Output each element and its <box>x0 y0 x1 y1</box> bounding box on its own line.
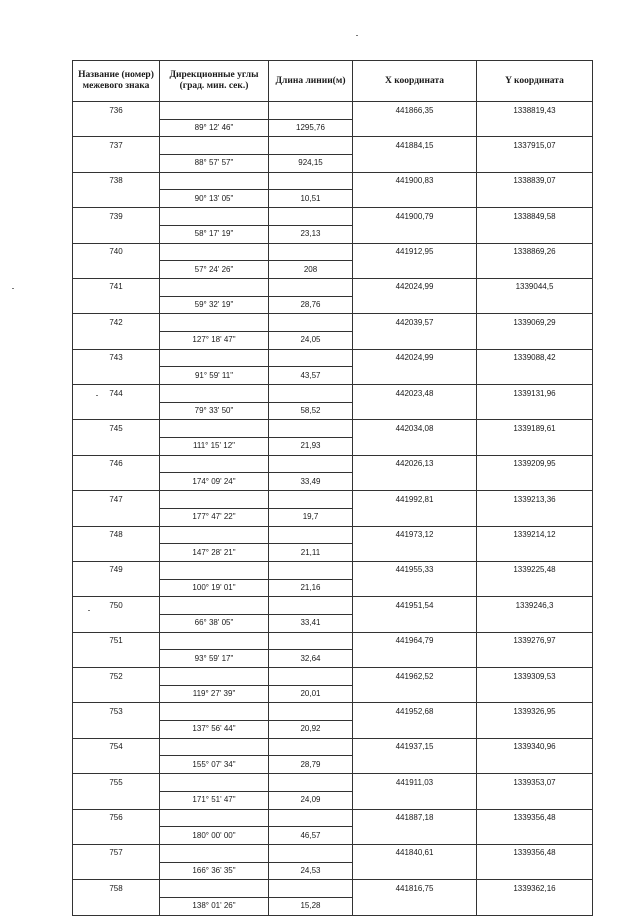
cell-angle <box>160 703 269 721</box>
boundary-point-row <box>73 102 593 120</box>
cell-angle <box>160 172 269 190</box>
cell-length <box>269 420 353 438</box>
cell-length: 43,57 <box>269 367 353 385</box>
cell-point-name <box>73 721 160 739</box>
cell-length <box>269 349 353 367</box>
cell-x: 441992,81 <box>353 491 477 509</box>
scan-speck <box>96 395 98 396</box>
segment-row <box>73 155 593 173</box>
cell-length: 21,93 <box>269 438 353 456</box>
cell-length: 19,7 <box>269 508 353 526</box>
cell-length <box>269 597 353 615</box>
cell-x <box>353 261 477 279</box>
cell-point-name <box>73 119 160 137</box>
segment-row <box>73 614 593 632</box>
cell-x <box>353 791 477 809</box>
cell-angle <box>160 278 269 296</box>
segment-row <box>73 473 593 491</box>
cell-point-name: 753 <box>73 703 160 721</box>
cell-angle: 79° 33' 50" <box>160 402 269 420</box>
cell-length <box>269 243 353 261</box>
cell-y <box>477 827 593 845</box>
cell-x: 442026,13 <box>353 455 477 473</box>
cell-point-name: 745 <box>73 420 160 438</box>
cell-y <box>477 473 593 491</box>
cell-y: 1338839,07 <box>477 172 593 190</box>
cell-x <box>353 650 477 668</box>
cell-x <box>353 756 477 774</box>
cell-angle <box>160 314 269 332</box>
cell-length: 28,76 <box>269 296 353 314</box>
cell-y <box>477 438 593 456</box>
cell-point-name <box>73 155 160 173</box>
cell-y: 1339309,53 <box>477 668 593 686</box>
boundary-point-row <box>73 844 593 862</box>
scan-speck <box>12 288 14 289</box>
cell-y <box>477 402 593 420</box>
table-body <box>73 102 593 916</box>
cell-angle <box>160 349 269 367</box>
cell-y: 1339340,96 <box>477 738 593 756</box>
header-length: Длина линии(м) <box>269 61 353 102</box>
cell-x <box>353 614 477 632</box>
cell-angle: 119° 27' 39" <box>160 685 269 703</box>
cell-y: 1338819,43 <box>477 102 593 120</box>
cell-angle <box>160 137 269 155</box>
cell-y <box>477 862 593 880</box>
cell-length <box>269 738 353 756</box>
cell-point-name <box>73 508 160 526</box>
cell-y <box>477 544 593 562</box>
cell-y <box>477 579 593 597</box>
boundary-point-row <box>73 632 593 650</box>
cell-angle <box>160 880 269 898</box>
cell-point-name <box>73 367 160 385</box>
cell-y: 1339214,12 <box>477 526 593 544</box>
segment-row <box>73 721 593 739</box>
cell-point-name <box>73 402 160 420</box>
cell-point-name: 742 <box>73 314 160 332</box>
segment-row <box>73 579 593 597</box>
cell-length: 1295,76 <box>269 119 353 137</box>
cell-length <box>269 385 353 403</box>
cell-point-name <box>73 296 160 314</box>
cell-y <box>477 791 593 809</box>
boundary-point-row <box>73 314 593 332</box>
segment-row <box>73 508 593 526</box>
cell-x: 441884,15 <box>353 137 477 155</box>
cell-point-name <box>73 650 160 668</box>
cell-length <box>269 526 353 544</box>
cell-x: 442039,57 <box>353 314 477 332</box>
boundary-point-row <box>73 809 593 827</box>
cell-point-name: 741 <box>73 278 160 296</box>
cell-point-name <box>73 261 160 279</box>
cell-x: 442024,99 <box>353 278 477 296</box>
cell-point-name: 736 <box>73 102 160 120</box>
cell-length: 10,51 <box>269 190 353 208</box>
boundary-point-row <box>73 597 593 615</box>
cell-angle: 177° 47' 22" <box>160 508 269 526</box>
cell-x: 441937,15 <box>353 738 477 756</box>
cell-angle <box>160 102 269 120</box>
cell-length: 21,11 <box>269 544 353 562</box>
cell-length: 28,79 <box>269 756 353 774</box>
cell-angle <box>160 774 269 792</box>
cell-length <box>269 314 353 332</box>
cell-x <box>353 473 477 491</box>
cell-point-name <box>73 225 160 243</box>
cell-y <box>477 190 593 208</box>
cell-length: 20,92 <box>269 721 353 739</box>
cell-y <box>477 685 593 703</box>
cell-angle <box>160 455 269 473</box>
cell-x: 441962,52 <box>353 668 477 686</box>
cell-y: 1339209,95 <box>477 455 593 473</box>
cell-point-name: 748 <box>73 526 160 544</box>
cell-point-name <box>73 438 160 456</box>
cell-angle: 90° 13' 05" <box>160 190 269 208</box>
cell-y <box>477 261 593 279</box>
cell-x <box>353 155 477 173</box>
cell-y <box>477 155 593 173</box>
cell-y <box>477 721 593 739</box>
cell-point-name: 757 <box>73 844 160 862</box>
cell-point-name: 738 <box>73 172 160 190</box>
segment-row <box>73 261 593 279</box>
segment-row <box>73 756 593 774</box>
header-angles: Дирекционные углы (град. мин. сек.) <box>160 61 269 102</box>
cell-length <box>269 172 353 190</box>
cell-length: 24,05 <box>269 331 353 349</box>
cell-angle: 137° 56' 44" <box>160 721 269 739</box>
boundary-point-row <box>73 278 593 296</box>
cell-x <box>353 827 477 845</box>
cell-length: 23,13 <box>269 225 353 243</box>
cell-x: 442034,08 <box>353 420 477 438</box>
segment-row <box>73 897 593 915</box>
cell-length: 21,16 <box>269 579 353 597</box>
cell-x <box>353 402 477 420</box>
boundary-point-row <box>73 774 593 792</box>
cell-point-name <box>73 579 160 597</box>
cell-point-name <box>73 897 160 915</box>
segment-row <box>73 225 593 243</box>
cell-y: 1339189,61 <box>477 420 593 438</box>
cell-angle <box>160 208 269 226</box>
boundary-point-row <box>73 738 593 756</box>
cell-angle: 89° 12' 46" <box>160 119 269 137</box>
cell-length <box>269 208 353 226</box>
cell-angle <box>160 844 269 862</box>
segment-row <box>73 119 593 137</box>
cell-point-name: 747 <box>73 491 160 509</box>
cell-angle: 91° 59' 11" <box>160 367 269 385</box>
cell-point-name: 740 <box>73 243 160 261</box>
cell-length: 46,57 <box>269 827 353 845</box>
cell-point-name <box>73 791 160 809</box>
cell-angle: 66° 38' 05" <box>160 614 269 632</box>
cell-point-name <box>73 331 160 349</box>
cell-y: 1339246,3 <box>477 597 593 615</box>
cell-angle: 174° 09' 24" <box>160 473 269 491</box>
cell-length: 24,09 <box>269 791 353 809</box>
cell-point-name: 755 <box>73 774 160 792</box>
cell-y: 1339276,97 <box>477 632 593 650</box>
cell-length <box>269 491 353 509</box>
cell-point-name <box>73 614 160 632</box>
cell-point-name: 756 <box>73 809 160 827</box>
cell-x: 441900,79 <box>353 208 477 226</box>
cell-x: 441866,35 <box>353 102 477 120</box>
cell-point-name <box>73 756 160 774</box>
cell-x <box>353 190 477 208</box>
header-y: Y координата <box>477 61 593 102</box>
segment-row <box>73 190 593 208</box>
cell-angle: 180° 00' 00" <box>160 827 269 845</box>
cell-length: 24,53 <box>269 862 353 880</box>
cell-angle <box>160 561 269 579</box>
cell-angle: 100° 19' 01" <box>160 579 269 597</box>
cell-y: 1339213,36 <box>477 491 593 509</box>
cell-y <box>477 119 593 137</box>
cell-point-name: 749 <box>73 561 160 579</box>
boundary-point-row <box>73 349 593 367</box>
cell-point-name: 737 <box>73 137 160 155</box>
cell-angle <box>160 491 269 509</box>
cell-point-name: 754 <box>73 738 160 756</box>
cell-angle: 155° 07' 34" <box>160 756 269 774</box>
scan-speck <box>356 35 358 36</box>
cell-x: 442024,99 <box>353 349 477 367</box>
boundary-point-row <box>73 526 593 544</box>
cell-x <box>353 367 477 385</box>
cell-point-name <box>73 473 160 491</box>
cell-y <box>477 508 593 526</box>
cell-point-name <box>73 685 160 703</box>
cell-x <box>353 438 477 456</box>
cell-angle: 88° 57' 57" <box>160 155 269 173</box>
scan-speck <box>88 610 90 611</box>
boundary-point-row <box>73 385 593 403</box>
cell-x: 441887,18 <box>353 809 477 827</box>
cell-y <box>477 897 593 915</box>
cell-angle: 59° 32' 19" <box>160 296 269 314</box>
cell-y: 1339353,07 <box>477 774 593 792</box>
cell-length: 15,28 <box>269 897 353 915</box>
cell-angle <box>160 668 269 686</box>
cell-length <box>269 774 353 792</box>
segment-row <box>73 544 593 562</box>
cell-y: 1339088,42 <box>477 349 593 367</box>
cell-x <box>353 508 477 526</box>
boundary-point-row <box>73 243 593 261</box>
header-row <box>73 61 593 102</box>
cell-length <box>269 844 353 862</box>
cell-length: 33,49 <box>269 473 353 491</box>
coordinates-table <box>72 60 593 916</box>
cell-point-name: 743 <box>73 349 160 367</box>
boundary-point-row <box>73 668 593 686</box>
cell-length <box>269 455 353 473</box>
boundary-point-row <box>73 208 593 226</box>
cell-length <box>269 561 353 579</box>
segment-row <box>73 438 593 456</box>
cell-x: 441952,68 <box>353 703 477 721</box>
cell-x <box>353 225 477 243</box>
header-x: X координата <box>353 61 477 102</box>
boundary-point-row <box>73 880 593 898</box>
cell-x: 441816,75 <box>353 880 477 898</box>
segment-row <box>73 791 593 809</box>
cell-x <box>353 579 477 597</box>
cell-point-name: 744 <box>73 385 160 403</box>
cell-angle: 58° 17' 19" <box>160 225 269 243</box>
cell-length <box>269 137 353 155</box>
segment-row <box>73 331 593 349</box>
cell-length <box>269 632 353 650</box>
cell-y <box>477 650 593 668</box>
cell-x: 441912,95 <box>353 243 477 261</box>
cell-x <box>353 721 477 739</box>
cell-point-name <box>73 544 160 562</box>
cell-x: 442023,48 <box>353 385 477 403</box>
cell-x <box>353 685 477 703</box>
cell-x: 441951,54 <box>353 597 477 615</box>
cell-x: 441964,79 <box>353 632 477 650</box>
cell-length <box>269 809 353 827</box>
cell-length: 32,64 <box>269 650 353 668</box>
cell-length <box>269 880 353 898</box>
cell-length: 208 <box>269 261 353 279</box>
cell-y <box>477 331 593 349</box>
cell-angle <box>160 526 269 544</box>
cell-x <box>353 119 477 137</box>
boundary-point-row <box>73 455 593 473</box>
cell-x <box>353 897 477 915</box>
boundary-point-row <box>73 137 593 155</box>
cell-y: 1339356,48 <box>477 809 593 827</box>
boundary-point-row <box>73 561 593 579</box>
segment-row <box>73 367 593 385</box>
cell-point-name: 746 <box>73 455 160 473</box>
cell-angle: 138° 01' 26" <box>160 897 269 915</box>
cell-point-name: 739 <box>73 208 160 226</box>
cell-x <box>353 296 477 314</box>
boundary-point-row <box>73 491 593 509</box>
segment-row <box>73 650 593 668</box>
header-name: Название (номер) межевого знака <box>73 61 160 102</box>
cell-angle: 127° 18' 47" <box>160 331 269 349</box>
segment-row <box>73 296 593 314</box>
cell-point-name <box>73 862 160 880</box>
cell-y <box>477 614 593 632</box>
segment-row <box>73 862 593 880</box>
cell-x <box>353 331 477 349</box>
cell-y: 1339044,5 <box>477 278 593 296</box>
cell-x: 441955,33 <box>353 561 477 579</box>
cell-angle <box>160 809 269 827</box>
cell-angle <box>160 632 269 650</box>
cell-point-name: 752 <box>73 668 160 686</box>
cell-length: 33,41 <box>269 614 353 632</box>
cell-point-name: 751 <box>73 632 160 650</box>
cell-length <box>269 102 353 120</box>
cell-y: 1339356,48 <box>477 844 593 862</box>
cell-angle: 147° 28' 21" <box>160 544 269 562</box>
cell-y <box>477 756 593 774</box>
cell-y <box>477 225 593 243</box>
cell-y <box>477 296 593 314</box>
cell-length: 924,15 <box>269 155 353 173</box>
cell-x: 441973,12 <box>353 526 477 544</box>
segment-row <box>73 827 593 845</box>
cell-angle: 111° 15' 12" <box>160 438 269 456</box>
cell-y: 1337915,07 <box>477 137 593 155</box>
cell-length <box>269 668 353 686</box>
cell-y: 1338869,26 <box>477 243 593 261</box>
cell-point-name <box>73 827 160 845</box>
cell-angle <box>160 243 269 261</box>
cell-y: 1339362,16 <box>477 880 593 898</box>
cell-y: 1338849,58 <box>477 208 593 226</box>
cell-angle <box>160 738 269 756</box>
cell-length <box>269 278 353 296</box>
cell-x: 441900,83 <box>353 172 477 190</box>
cell-x: 441840,61 <box>353 844 477 862</box>
cell-y: 1339326,95 <box>477 703 593 721</box>
cell-x: 441911,03 <box>353 774 477 792</box>
cell-length: 58,52 <box>269 402 353 420</box>
cell-point-name: 750 <box>73 597 160 615</box>
cell-y <box>477 367 593 385</box>
segment-row <box>73 685 593 703</box>
cell-point-name <box>73 190 160 208</box>
cell-angle <box>160 385 269 403</box>
cell-x <box>353 544 477 562</box>
cell-x <box>353 862 477 880</box>
cell-angle <box>160 420 269 438</box>
cell-length: 20,01 <box>269 685 353 703</box>
cell-length <box>269 703 353 721</box>
boundary-point-row <box>73 703 593 721</box>
cell-y: 1339069,29 <box>477 314 593 332</box>
cell-y: 1339131,96 <box>477 385 593 403</box>
cell-angle: 171° 51' 47" <box>160 791 269 809</box>
segment-row <box>73 402 593 420</box>
cell-y: 1339225,48 <box>477 561 593 579</box>
cell-angle: 166° 36' 35" <box>160 862 269 880</box>
cell-angle: 93° 59' 17" <box>160 650 269 668</box>
cell-angle: 57° 24' 26" <box>160 261 269 279</box>
cell-angle <box>160 597 269 615</box>
boundary-point-row <box>73 172 593 190</box>
boundary-point-row <box>73 420 593 438</box>
cell-point-name: 758 <box>73 880 160 898</box>
